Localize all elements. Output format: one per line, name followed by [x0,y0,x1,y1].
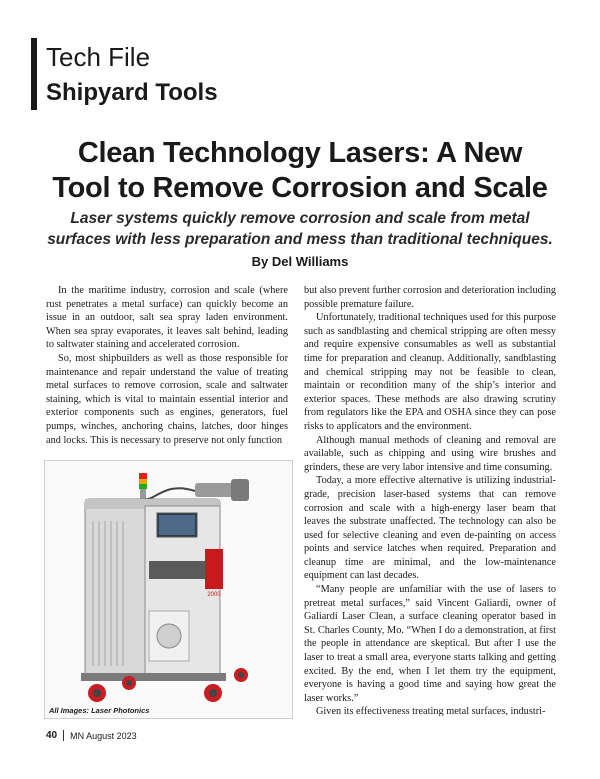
laser-machine-photo [44,460,293,719]
article-headline [30,136,570,206]
headline-line-1: Clean Technology Lasers: A New [77,137,523,169]
paragraph: So, most shipbuilders as well as those responsible for maintenance and repair understand the value of treating metal surfaces to remove corrosion, scale and saltwater staining, which is vital to maintain essential interior and exterior components such as engines, generators, fuel pumps, winches, anchoring chains, latches, door hinges and locks. This is necessary to preserve not only function [46,352,288,446]
photo-credit: All Images: Laser Photonics [49,706,150,715]
article-deck [30,208,570,250]
issue-label: MN August 2023 [70,730,137,741]
page-number: 40 [46,730,58,741]
body-column-right [304,284,556,716]
paragraph: In the maritime industry, corrosion and scale (where rust penetrates a metal surface) can quickly become an issue in an outdoor, salt sea spray laden environment. When sea spray evaporates, it leaves salt behind, leading to saltwater staining and accelerated corrosion. [46,285,288,351]
paragraph: but also prevent further corrosion and deterioration including possible premature failure. [304,285,556,310]
paragraph: Although manual methods of cleaning and removal are available, such as chipping and using wire brushes and grinders, these are very labor intensive and time consuming. [304,434,556,473]
paragraph: Given its effectiveness treating metal surfaces, industri- [316,706,546,716]
section-title: Tech File [46,42,151,72]
laser-cleaning-machine-image [45,461,292,718]
section-subtitle: Shipyard Tools [46,79,218,106]
section-accent-bar [31,38,37,110]
paragraph: “Many people are unfamiliar with the use of lasers to pretreat metal surfaces,” said Vincent Galiardi, owner of Galiardi Laser Clean, a surface cleaning operator based in St. Charles County, Mo. “When I do a demonstration, at first the people in attendance are skeptical. But after I use the laser to treat a small area, everyone starts talking and getting excited. By the end, when I let them try the equipment, everyone is having a good time and saying how great the laser works.” [304,584,556,704]
deck-line-2: surfaces with less preparation and mess than traditional techniques. [47,231,553,248]
deck-line-1: Laser systems quickly remove corrosion and scale from metal [70,210,530,227]
headline-line-2: Tool to Remove Corrosion and Scale [52,172,548,204]
paragraph: Today, a more effective alternative is utilizing industrial-grade, precision laser-based systems that can remove corrosion and scale with a high-energy laser beam that leaves the substrate unaffected. The technology can also be used for selective cleaning and even de-painting on access points and service latches when required. Preparation and cleanup time are minimal, and the low-maintenance equipment can last decades. [304,475,556,582]
footer-divider [63,730,64,741]
article-byline: By Del Williams [251,254,349,269]
machine-badge: 2000 [207,592,221,598]
page-footer [46,730,137,741]
paragraph: Unfortunately, traditional techniques used for this purpose such as sandblasting and chemical stripping are often messy and require expensive consumables as well as substantial time for preparation and cleanup. Additionally, sandblasting and chemical stripping may not be feasible to clean, maintain or recondition many of the ship’s interior and exterior spaces. These methods are also drawing scrutiny from regulators like the EPA and OSHA since they can pose risks to applicators and the environment. [304,312,556,432]
body-column-left [46,284,288,450]
